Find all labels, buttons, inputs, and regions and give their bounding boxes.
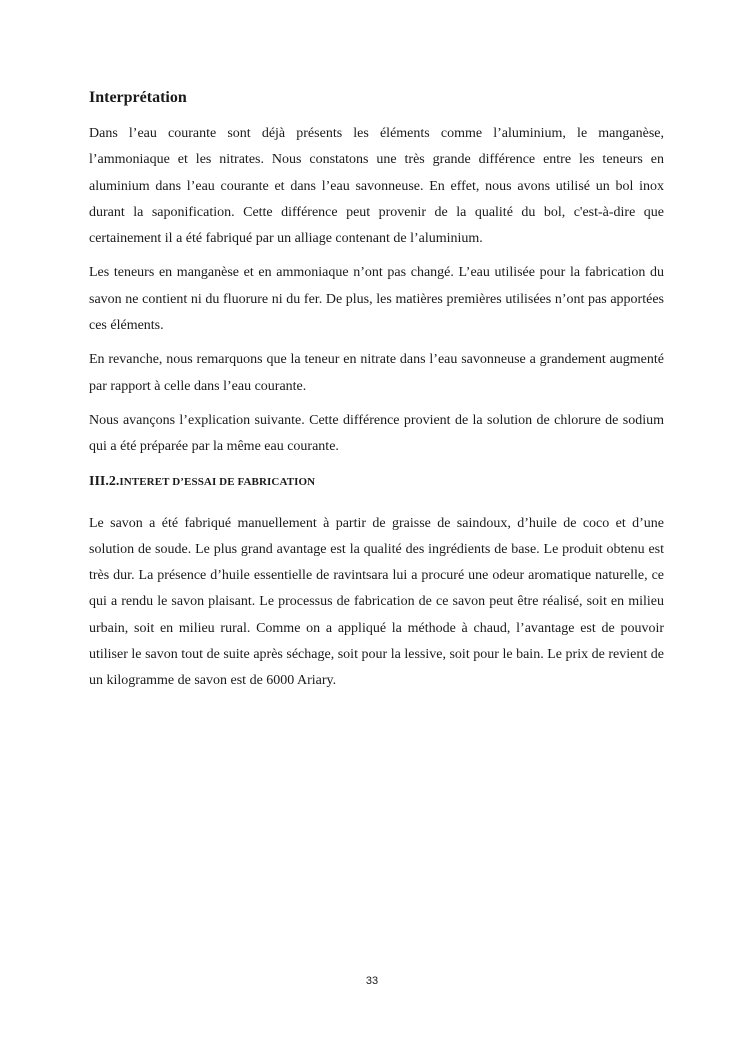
section-heading-iii-2 — [89, 469, 664, 494]
section-number: III.2. — [89, 473, 120, 489]
paragraph-explication: Nous avançons l’explication suivante. Cette différence provient de la solution de chlorure de sodium qui a été préparée par la même eau courante. — [89, 412, 664, 455]
paragraph-fabrication: Le savon a été fabriqué manuellement à partir de graisse de saindoux, d’huile de coco et d’une solution de soude. Le plus grand avantage est la qualité des ingrédients de base. Le produit obtenu est très dur. La présence d’huile essentielle de ravintsara lui a procuré une odeur aromatique naturelle, ce qui a rendu le savon plaisant. Le processus de fabrication de ce savon peut être réalisé, soit en milieu urbain, soit en milieu rural. Comme on a appliqué la méthode à chaud, l’avantage est de pouvoir utiliser le savon tout de suite après séchage, soit pour la lessive, soit pour le bain. Le prix de revient de un kilogramme de savon est de 6000 Ariary. — [89, 515, 664, 689]
page-number: 33 — [365, 975, 379, 987]
section-title: INTERET D’ESSAI DE FABRICATION — [119, 475, 316, 488]
paragraph-manganese: Les teneurs en manganèse et en ammoniaque n’ont pas changé. L’eau utilisée pour la fabrication du savon ne contient ni du fluorure ni du fer. De plus, les matières premières utilisées n’ont pas apportées ces éléments. — [89, 265, 664, 334]
section-heading-interpretation: Interprétation — [89, 89, 187, 106]
paragraph-aluminium: Dans l’eau courante sont déjà présents les éléments comme l’aluminium, le manganèse, l’ammoniaque et les nitrates. Nous constatons une très grande différence entre les teneurs en aluminium dans l’eau courante et dans l’eau savonneuse. En effet, nous avons utilisé un bol inox durant la saponification. Cette différence peut provenir de la qualité du bol, c'est-à-dire que certainement il a été fabriqué par un alliage contenant de l’aluminium. — [89, 126, 664, 247]
page-content — [89, 86, 664, 703]
paragraph-nitrate: En revanche, nous remarquons que la teneur en nitrate dans l’eau savonneuse a grandement augmenté par rapport à celle dans l’eau courante. — [89, 352, 664, 394]
